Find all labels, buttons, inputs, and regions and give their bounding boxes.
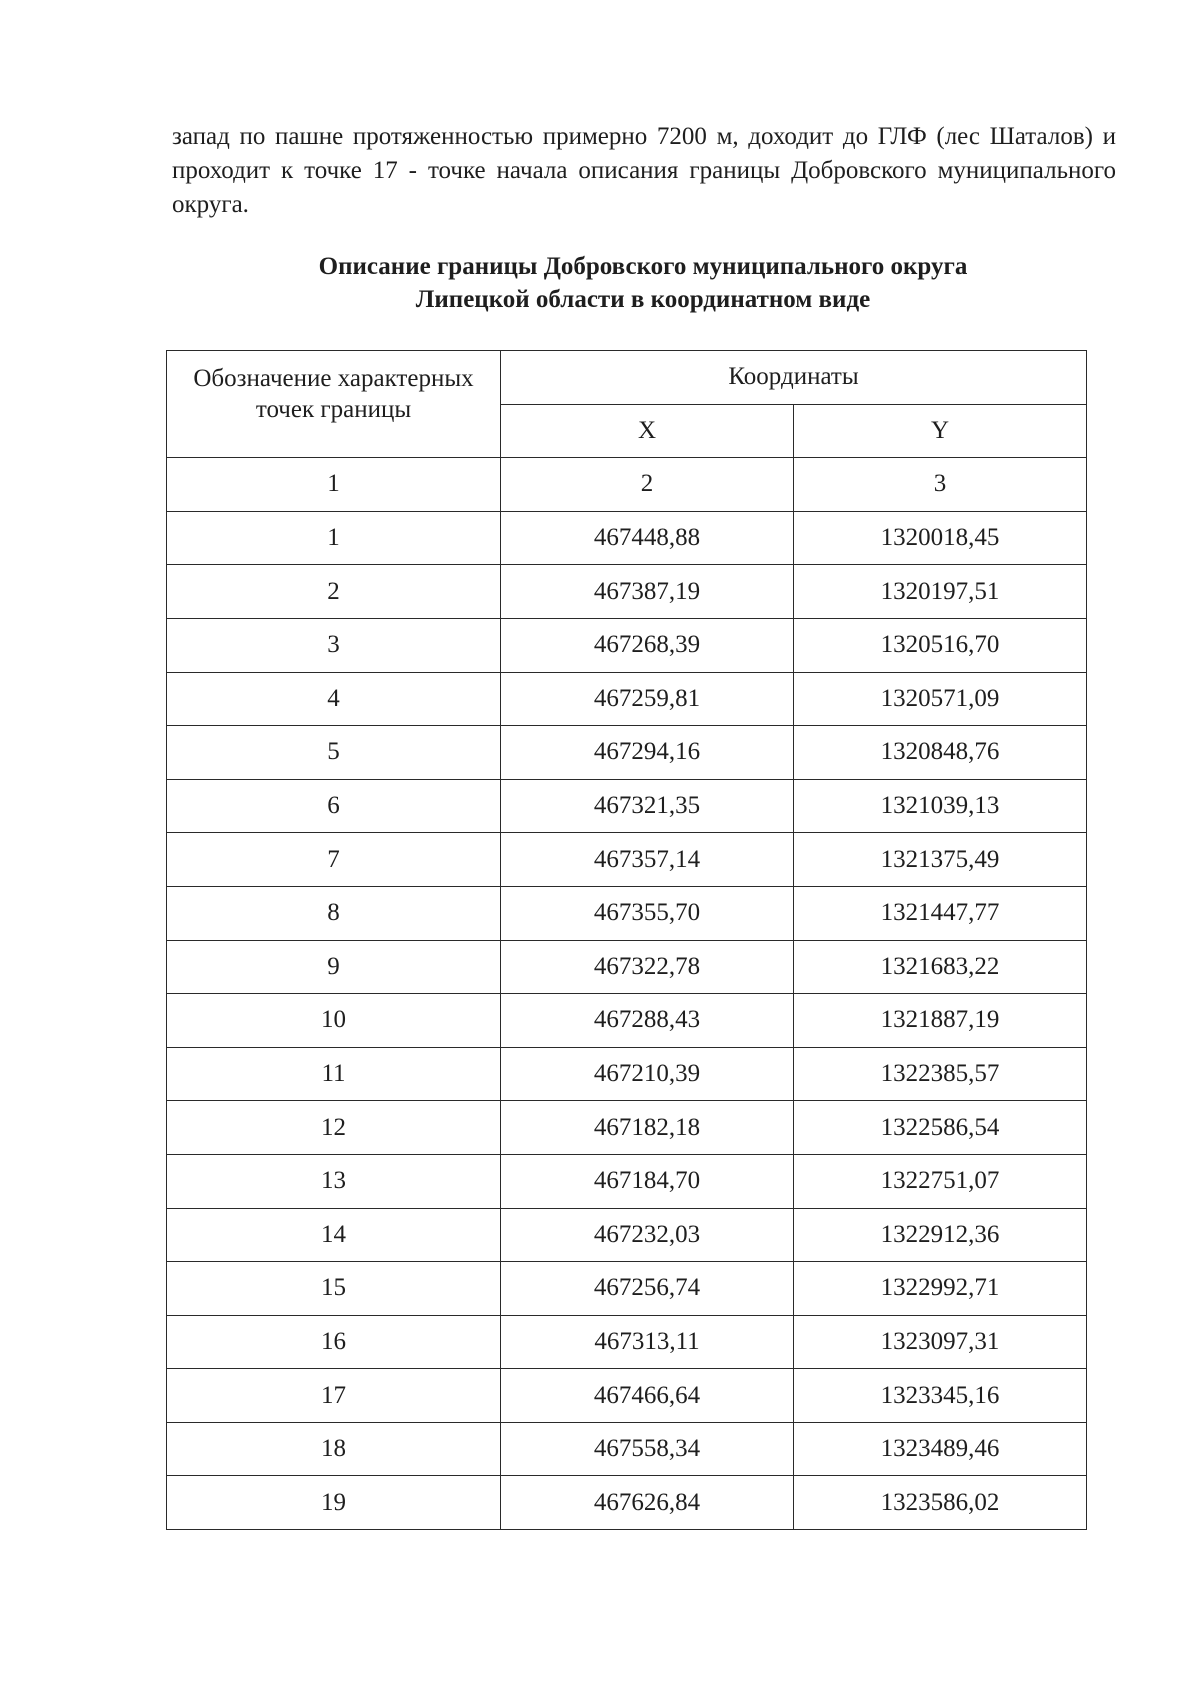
table-row	[167, 1101, 1087, 1155]
intro-paragraph: запад по пашне протяженностью примерно 7200 м, доходит до ГЛФ (лес Шаталов) и проходит к точке 17 - точке начала описания границы Добровского муниципального округа.	[172, 123, 1116, 218]
point-number-cell: 7	[167, 833, 501, 887]
table-row	[167, 1154, 1087, 1208]
table-row	[167, 672, 1087, 726]
header-y: Y	[794, 404, 1087, 458]
point-number-cell: 8	[167, 886, 501, 940]
y-coordinate-cell: 1321683,22	[794, 940, 1087, 994]
point-number-cell: 6	[167, 779, 501, 833]
x-coordinate-cell: 467321,35	[501, 779, 794, 833]
y-coordinate-cell: 1321039,13	[794, 779, 1087, 833]
y-coordinate-cell: 1323097,31	[794, 1315, 1087, 1369]
header-x: X	[501, 404, 794, 458]
table-row	[167, 994, 1087, 1048]
y-coordinate-cell: 1320571,09	[794, 672, 1087, 726]
table-row	[167, 1047, 1087, 1101]
point-number-cell: 3	[167, 618, 501, 672]
point-number-cell: 15	[167, 1262, 501, 1316]
point-number-cell: 17	[167, 1369, 501, 1423]
table-row	[167, 565, 1087, 619]
y-coordinate-cell: 1323489,46	[794, 1422, 1087, 1476]
x-coordinate-cell: 467466,64	[501, 1369, 794, 1423]
coordinates-table	[166, 350, 1087, 1530]
x-coordinate-cell: 467268,39	[501, 618, 794, 672]
column-number-row	[167, 458, 1087, 512]
y-coordinate-cell: 1320197,51	[794, 565, 1087, 619]
table-row	[167, 833, 1087, 887]
y-coordinate-cell: 1322385,57	[794, 1047, 1087, 1101]
table-row	[167, 1208, 1087, 1262]
point-number-cell: 13	[167, 1154, 501, 1208]
column-number-2: 2	[501, 458, 794, 512]
x-coordinate-cell: 467448,88	[501, 511, 794, 565]
section-title-line-2: Липецкой области в координатном виде	[415, 286, 871, 313]
table-row	[167, 886, 1087, 940]
point-number-cell: 9	[167, 940, 501, 994]
y-coordinate-cell: 1320516,70	[794, 618, 1087, 672]
header-coordinates: Координаты	[501, 351, 1087, 405]
table-header-row	[167, 351, 1087, 405]
x-coordinate-cell: 467313,11	[501, 1315, 794, 1369]
y-coordinate-cell: 1322992,71	[794, 1262, 1087, 1316]
x-coordinate-cell: 467357,14	[501, 833, 794, 887]
table-row	[167, 618, 1087, 672]
point-number-cell: 19	[167, 1476, 501, 1530]
x-coordinate-cell: 467256,74	[501, 1262, 794, 1316]
y-coordinate-cell: 1323345,16	[794, 1369, 1087, 1423]
table-row	[167, 1476, 1087, 1530]
table-body	[167, 511, 1087, 1529]
point-number-cell: 16	[167, 1315, 501, 1369]
table-row	[167, 511, 1087, 565]
table-row	[167, 1422, 1087, 1476]
table-row	[167, 726, 1087, 780]
y-coordinate-cell: 1321887,19	[794, 994, 1087, 1048]
x-coordinate-cell: 467387,19	[501, 565, 794, 619]
point-number-cell: 14	[167, 1208, 501, 1262]
header-points: Обозначение характерных точек границы	[167, 351, 501, 458]
y-coordinate-cell: 1320848,76	[794, 726, 1087, 780]
y-coordinate-cell: 1321447,77	[794, 886, 1087, 940]
column-number-3: 3	[794, 458, 1087, 512]
point-number-cell: 1	[167, 511, 501, 565]
y-coordinate-cell: 1322751,07	[794, 1154, 1087, 1208]
table-row	[167, 940, 1087, 994]
column-number-1: 1	[167, 458, 501, 512]
point-number-cell: 11	[167, 1047, 501, 1101]
y-coordinate-cell: 1322586,54	[794, 1101, 1087, 1155]
table-row	[167, 1262, 1087, 1316]
table-row	[167, 1369, 1087, 1423]
x-coordinate-cell: 467626,84	[501, 1476, 794, 1530]
x-coordinate-cell: 467210,39	[501, 1047, 794, 1101]
table-row	[167, 1315, 1087, 1369]
y-coordinate-cell: 1323586,02	[794, 1476, 1087, 1530]
x-coordinate-cell: 467294,16	[501, 726, 794, 780]
x-coordinate-cell: 467184,70	[501, 1154, 794, 1208]
y-coordinate-cell: 1320018,45	[794, 511, 1087, 565]
x-coordinate-cell: 467232,03	[501, 1208, 794, 1262]
x-coordinate-cell: 467355,70	[501, 886, 794, 940]
x-coordinate-cell: 467259,81	[501, 672, 794, 726]
point-number-cell: 12	[167, 1101, 501, 1155]
y-coordinate-cell: 1321375,49	[794, 833, 1087, 887]
y-coordinate-cell: 1322912,36	[794, 1208, 1087, 1262]
section-title	[160, 250, 1126, 316]
x-coordinate-cell: 467558,34	[501, 1422, 794, 1476]
table-row	[167, 779, 1087, 833]
point-number-cell: 18	[167, 1422, 501, 1476]
section-title-line-1: Описание границы Добровского муниципального округа	[318, 253, 968, 280]
x-coordinate-cell: 467322,78	[501, 940, 794, 994]
point-number-cell: 10	[167, 994, 501, 1048]
point-number-cell: 4	[167, 672, 501, 726]
point-number-cell: 2	[167, 565, 501, 619]
x-coordinate-cell: 467182,18	[501, 1101, 794, 1155]
x-coordinate-cell: 467288,43	[501, 994, 794, 1048]
point-number-cell: 5	[167, 726, 501, 780]
